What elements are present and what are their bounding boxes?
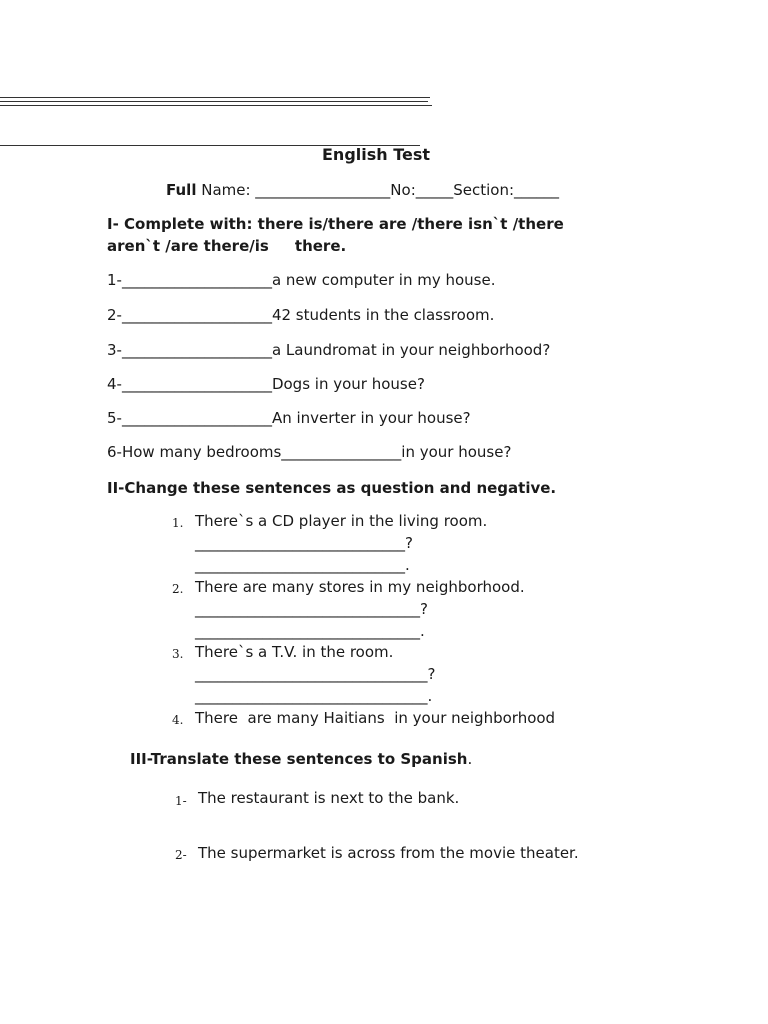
part2-item-1-sentence: There`s a CD player in the living room.	[195, 512, 488, 530]
part3-item-2-number: 2-	[175, 848, 187, 862]
part1-item-5: 5-____________________An inverter in your house?	[107, 409, 471, 427]
part2-item-2-question-line: ______________________________?	[195, 600, 428, 618]
part2-item-3-question-line: _______________________________?	[195, 665, 436, 683]
part3-item-1-number: 1-	[175, 794, 187, 808]
part2-item-3-negative-line: _______________________________.	[195, 687, 433, 705]
name-number-section-fields: Name: __________________No:_____Section:______	[196, 181, 560, 199]
part1-item-3: 3-____________________a Laundromat in your neighborhood?	[107, 341, 551, 359]
part2-item-1-question-line: ____________________________?	[195, 534, 413, 552]
part2-item-2-number: 2.	[172, 582, 184, 596]
part2-item-4-number: 4.	[172, 713, 184, 727]
part1-item-4: 4-____________________Dogs in your house?	[107, 375, 425, 393]
part3-heading-text: III-Translate these sentences to Spanish	[130, 750, 468, 768]
part2-item-2-negative-line: ______________________________.	[195, 622, 425, 640]
header-double-rule-top	[0, 97, 430, 98]
full-label: Full	[166, 181, 197, 199]
part1-heading-line2: aren`t /are there/is there.	[107, 237, 347, 255]
part2-item-3-sentence: There`s a T.V. in the room.	[195, 643, 394, 661]
part3-heading-period: .	[467, 750, 473, 768]
part2-item-2-sentence: There are many stores in my neighborhood.	[195, 578, 525, 596]
part3-item-1-sentence: The restaurant is next to the bank.	[198, 789, 460, 807]
part2-item-3-number: 3.	[172, 647, 184, 661]
header-double-rule-bottom	[0, 101, 428, 102]
student-info-line	[166, 183, 559, 198]
part1-heading-line1: I- Complete with: there is/there are /there isn`t /there	[107, 215, 564, 233]
part1-item-1: 1-____________________a new computer in my house.	[107, 271, 496, 289]
header-rule-thin	[0, 105, 432, 106]
part2-item-4-sentence: There are many Haitians in your neighborhood	[195, 709, 556, 727]
page-title: English Test	[322, 145, 431, 164]
part2-item-1-number: 1.	[172, 516, 184, 530]
part1-item-2: 2-____________________42 students in the classroom.	[107, 306, 495, 324]
part3-item-2-sentence: The supermarket is across from the movie theater.	[198, 844, 579, 862]
part3-heading	[130, 752, 472, 767]
part2-item-1-negative-line: ____________________________.	[195, 556, 410, 574]
part2-heading: II-Change these sentences as question and negative.	[107, 479, 557, 497]
part1-item-6: 6-How many bedrooms________________in your house?	[107, 443, 512, 461]
